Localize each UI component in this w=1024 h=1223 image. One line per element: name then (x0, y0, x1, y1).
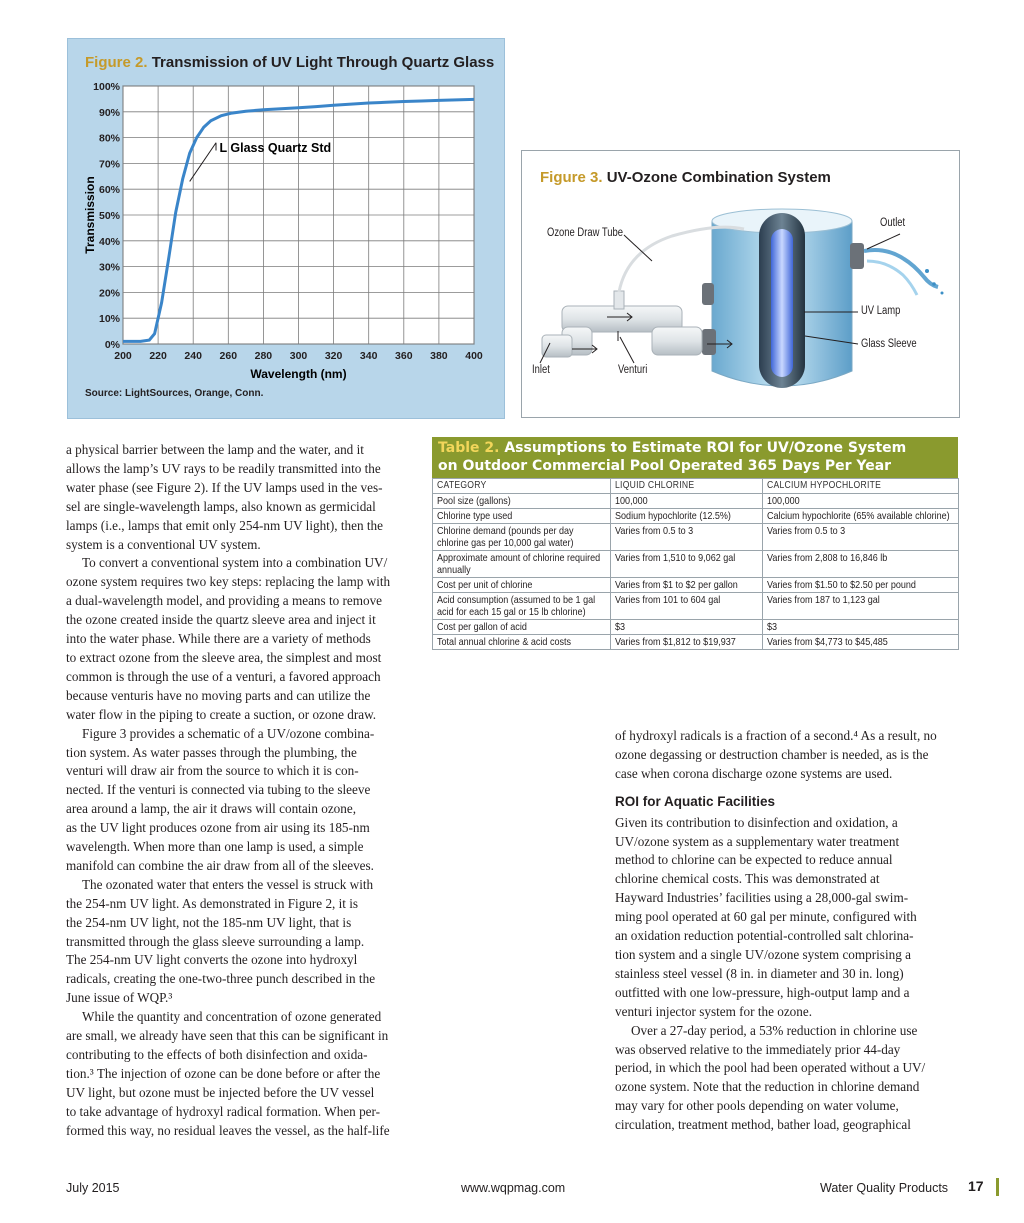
text-line: tion system and a single UV/ozone system comprising a (615, 946, 911, 962)
table-2-title-line2: on Outdoor Commercial Pool Operated 365 Days Per Year (438, 458, 892, 474)
x-tick-label: 240 (184, 350, 202, 362)
text-line: The ozonated water that enters the vessel is struck with (82, 876, 374, 892)
text-line: as the UV light produces ozone from air using its 185-nm (66, 820, 370, 836)
text-line: area around a lamp, the air it draws will contain ozone, (66, 801, 357, 817)
page-number-bar (996, 1178, 999, 1196)
text-line: are small, we already have seen that this can be significant in (66, 1028, 389, 1044)
table-cell: Total annual chlorine & acid costs (433, 635, 611, 650)
table-cell: Varies from 2,808 to 16,846 lb (763, 551, 959, 578)
text-line: ozone system requires two key steps: replacing the lamp with (66, 574, 391, 590)
text-line: UV/ozone system as a supplementary water treatment (615, 833, 900, 849)
table-2 (432, 437, 958, 650)
text-line: ozone system. Note that the reduction in chlorine demand (615, 1079, 920, 1095)
text-line: was observed relative to the immediately prior 44-day (615, 1041, 901, 1057)
y-tick-label: 80% (98, 132, 120, 145)
text-line: venturi will draw air from the source to which it is con- (66, 763, 359, 779)
text-line: transmitted through the glass sleeve surrounding a lamp. (66, 933, 365, 949)
text-line: common is through the use of a venturi, a favored approach (66, 668, 381, 684)
page-number: 17 (968, 1178, 984, 1194)
x-tick-label: 220 (149, 350, 167, 362)
table-cell: Varies from 0.5 to 3 (611, 524, 763, 551)
table-cell: Chlorine type used (433, 509, 611, 524)
text-line: To convert a conventional system into a combination UV/ (82, 555, 388, 571)
figure-2-title-text: Transmission of UV Light Through Quartz Glass (151, 54, 495, 71)
table-cell: 100,000 (763, 494, 959, 509)
text-line: wavelength. When more than one lamp is used, a simple (66, 839, 364, 855)
text-line: period, in which the pool had been operated without a UV/ (615, 1060, 926, 1076)
table-cell: Varies from 101 to 604 gal (611, 593, 763, 620)
footer-magazine: Water Quality Products (820, 1181, 949, 1195)
y-tick-label: 20% (98, 287, 120, 300)
text-line: outfitted with one low-pressure, high-output lamp and a (615, 984, 910, 1000)
table-2-title-line1: Assumptions to Estimate ROI for UV/Ozone System (504, 440, 907, 456)
text-line: The 254-nm UV light converts the ozone into hydroxyl (66, 952, 358, 968)
text-line: an oxidation reduction potential-controlled salt chlorina- (615, 928, 914, 944)
x-tick-label: 320 (324, 350, 343, 362)
table-row (433, 620, 959, 635)
text-line: manifold can combine the air draw from all of the sleeves. (66, 857, 374, 873)
footer-url: www.wqpmag.com (461, 1181, 566, 1195)
venturi-piping (542, 291, 702, 357)
table-cell: Varies from $4,773 to $45,485 (763, 635, 959, 650)
x-tick-label: 360 (395, 350, 413, 362)
table-cell: Cost per gallon of acid (433, 620, 611, 635)
x-tick-label: 200 (114, 350, 132, 362)
transmission-chart (68, 39, 504, 418)
text-line: into the water phase. While there are a variety of methods (66, 631, 371, 647)
text-line: circulation, treatment method, bather load, geographical (615, 1117, 911, 1133)
uv-ozone-schematic (522, 151, 959, 417)
series-annotation-label: L Glass Quartz Std (219, 140, 332, 155)
y-tick-label: 0% (104, 339, 120, 351)
text-line: of hydroxyl radicals is a fraction of a second.⁴ As a result, no (615, 728, 937, 743)
text-line: a dual-wavelength model, and providing a means to remove (66, 593, 383, 609)
header-calcium-hypochlorite: CALCIUM HYPOCHLORITE (763, 479, 959, 494)
table-row (433, 509, 959, 524)
text-line: stainless steel vessel (8 in. in diameter and 30 in. long) (615, 965, 904, 981)
text-line: Given its contribution to disinfection and oxidation, a (615, 814, 898, 830)
text-line: the 254-nm UV light. As demonstrated in Figure 2, it is (66, 895, 359, 911)
header-category: CATEGORY (433, 479, 611, 494)
text-line: sel are single-wavelength lamps, also known as germicidal (66, 498, 376, 514)
table-row (433, 551, 959, 578)
table-cell: Sodium hypochlorite (12.5%) (611, 509, 763, 524)
outlet-fitting (850, 243, 864, 269)
y-tick-label: 60% (98, 184, 120, 197)
figure-3-title-text: UV-Ozone Combination System (606, 169, 831, 186)
table-cell: Varies from 1,510 to 9,062 gal (611, 551, 763, 578)
y-axis-label: Transmission (83, 176, 97, 254)
table-row (433, 635, 959, 650)
text-line: method to chlorine can be expected to reduce annual (615, 852, 893, 868)
y-tick-label: 100% (93, 81, 120, 93)
text-line: water phase (see Figure 2). If the UV lamps used in the ves- (66, 479, 383, 495)
text-line: ming pool operated at 60 gal per minute, configured with (615, 909, 917, 925)
x-tick-label: 380 (430, 350, 448, 362)
label-venturi: Venturi (618, 364, 648, 376)
table-cell: Calcium hypochlorite (65% available chlorine) (763, 509, 959, 524)
table-row (433, 494, 959, 509)
text-line: Over a 27-day period, a 53% reduction in chlorine use (631, 1022, 918, 1038)
text-line: While the quantity and concentration of ozone generated (82, 1009, 382, 1025)
y-tick-label: 10% (98, 313, 120, 326)
figure-3-number: Figure 3. (540, 169, 603, 186)
right-column-paragraph (615, 727, 960, 784)
table-cell: Acid consumption (assumed to be 1 gal acid for each 15 gal or 15 lb chlorine) (433, 593, 611, 620)
table-row (433, 578, 959, 593)
text-line: UV light, but ozone must be injected before the UV vessel (66, 1084, 375, 1100)
figure-2-number: Figure 2. (85, 54, 148, 71)
uv-lamp (771, 229, 793, 377)
x-tick-label: 300 (289, 350, 308, 362)
table-cell: $3 (611, 620, 763, 635)
table-header-row (433, 479, 959, 494)
text-line: water flow in the piping to create a suction, or ozone draw. (66, 706, 377, 722)
table-cell: Varies from 0.5 to 3 (763, 524, 959, 551)
text-line: radicals, creating the one-two-three punch described in the (66, 971, 376, 987)
table-cell: Approximate amount of chlorine required annually (433, 551, 611, 578)
table-2-number: Table 2. (438, 440, 500, 456)
left-column-text (66, 441, 411, 1141)
text-line: Hayward Industries’ facilities using a 28,000-gal swim- (615, 890, 909, 906)
x-tick-label: 260 (219, 350, 238, 362)
x-tick-label: 340 (359, 350, 378, 362)
text-line: allows the lamp’s UV rays to be readily transmitted into the (66, 460, 381, 476)
text-line: to take advantage of hydroxyl radical formation. When per- (66, 1103, 381, 1119)
label-uv-lamp: UV Lamp (861, 305, 901, 317)
text-line: may vary for other pools depending on water volume, (615, 1098, 899, 1114)
text-line: venturi injector system for the ozone. (615, 1003, 813, 1019)
text-line: system is a conventional UV system. (66, 536, 261, 552)
right-column-text (615, 727, 960, 1135)
table-cell: $3 (763, 620, 959, 635)
figure-3 (521, 150, 960, 418)
table-cell: Varies from $1.50 to $2.50 per pound (763, 578, 959, 593)
table-cell: Varies from 187 to 1,123 gal (763, 593, 959, 620)
text-line: the ozone created inside the quartz sleeve area and inject it (66, 612, 376, 628)
inlet-fitting (702, 329, 716, 355)
text-line: case when corona discharge ozone systems are used. (615, 765, 893, 781)
x-tick-label: 400 (465, 350, 483, 362)
label-inlet: Inlet (532, 364, 550, 376)
text-line: chlorine chemical costs. This was demonstrated at (615, 871, 880, 887)
footer-date: July 2015 (66, 1181, 120, 1195)
text-line: Figure 3 provides a schematic of a UV/ozone combina- (82, 725, 375, 741)
x-axis-label: Wavelength (nm) (250, 367, 347, 381)
section-heading-roi: ROI for Aquatic Facilities (615, 793, 776, 809)
text-line: tion system. As water passes through the plumbing, the (66, 744, 357, 760)
text-line: lamps (i.e., lamps that emit only 254-nm UV light), then the (66, 517, 383, 533)
y-tick-label: 90% (98, 106, 120, 119)
x-tick-label: 280 (254, 350, 273, 362)
text-line: to extract ozone from the sleeve area, the simplest and most (66, 649, 382, 665)
text-line: a physical barrier between the lamp and the water, and it (66, 442, 364, 457)
table-cell: 100,000 (611, 494, 763, 509)
text-line: ozone degassing or destruction chamber is needed, as is the (615, 746, 929, 762)
roi-table (432, 478, 959, 650)
table-row (433, 593, 959, 620)
y-tick-label: 40% (98, 235, 120, 248)
label-outlet: Outlet (880, 217, 906, 229)
y-tick-label: 50% (98, 210, 120, 222)
table-cell: Cost per unit of chlorine (433, 578, 611, 593)
text-line: nected. If the venturi is connected via tubing to the sleeve (66, 782, 371, 798)
label-ozone-draw-tube: Ozone Draw Tube (547, 227, 624, 239)
header-liquid-chlorine: LIQUID CHLORINE (611, 479, 763, 494)
table-cell: Chlorine demand (pounds per day chlorine gas per 10,000 gal water) (433, 524, 611, 551)
right-column-paragraphs (615, 814, 960, 1135)
label-glass-sleeve: Glass Sleeve (861, 338, 917, 350)
water-splash (864, 250, 938, 287)
table-cell: Varies from $1 to $2 per gallon (611, 578, 763, 593)
y-tick-label: 30% (98, 261, 120, 274)
y-tick-label: 70% (98, 158, 120, 171)
text-line: contributing to the effects of both disinfection and oxida- (66, 1047, 368, 1062)
text-line: tion.³ The injection of ozone can be done before or after the (66, 1065, 381, 1081)
table-2-heading (432, 437, 958, 478)
text-line: the 254-nm UV light, not the 185-nm UV light, that is (66, 914, 352, 930)
figure-2-source: Source: LightSources, Orange, Conn. (85, 388, 264, 399)
table-cell: Pool size (gallons) (433, 494, 611, 509)
figure-2 (67, 38, 505, 419)
text-line: because venturis have no moving parts and can utilize the (66, 687, 371, 703)
text-line: formed this way, no residual leaves the vessel, as the half-life (66, 1122, 390, 1138)
table-cell: Varies from $1,812 to $19,937 (611, 635, 763, 650)
text-line: June issue of WQP.³ (66, 990, 173, 1006)
table-row (433, 524, 959, 551)
